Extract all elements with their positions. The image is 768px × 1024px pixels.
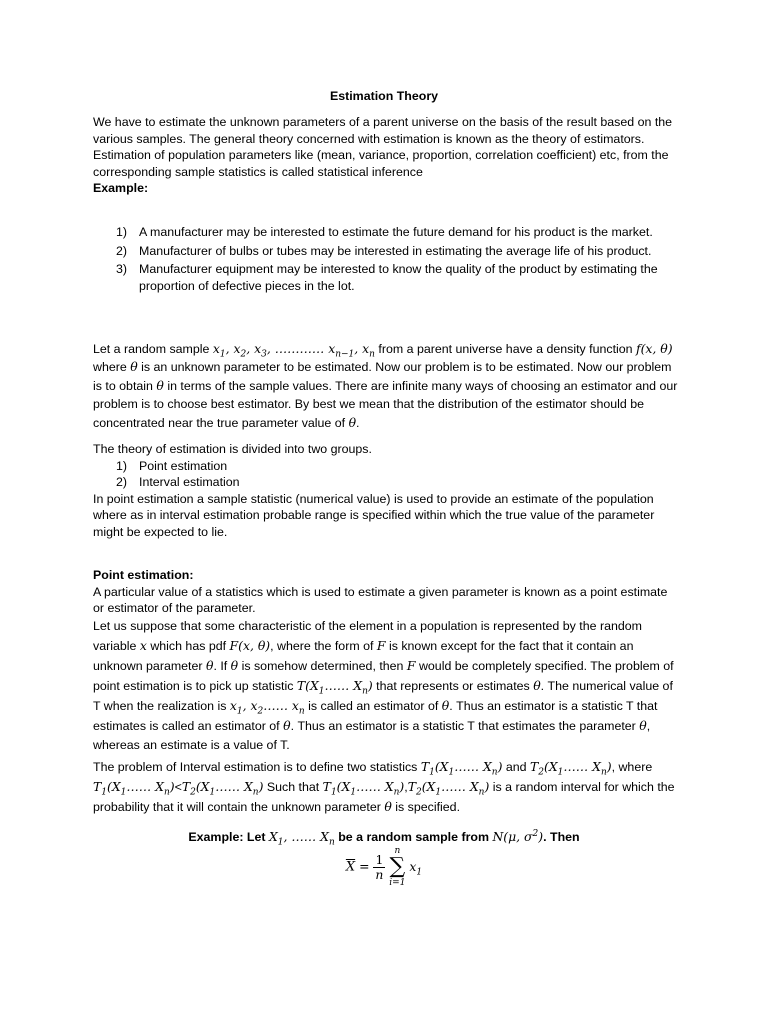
math-theta: θ	[156, 377, 164, 393]
math-x: x	[139, 637, 147, 653]
list-number: 2)	[116, 475, 128, 490]
math-x1: $x_1$	[409, 858, 423, 877]
text-span: and	[505, 760, 527, 774]
list-text: A manufacturer may be interested to estimate the future demand for his product is the market.	[139, 225, 653, 239]
math-T2: $T_2(X_1\dots\dots$ $X_n$)	[530, 759, 612, 778]
math-theta: θ	[441, 697, 450, 713]
math-T2: $T_2(X_1\dots\dots$ $X_n$)	[407, 779, 490, 798]
section-heading: Point estimation:	[93, 568, 194, 582]
list-number: 1)	[116, 458, 128, 473]
text-span: . Then	[543, 830, 580, 844]
math-F: F	[376, 637, 386, 653]
text-span: be a random sample from	[338, 830, 489, 844]
text-span: ,	[404, 780, 408, 794]
point-estimation-section	[93, 567, 678, 755]
list-text: Point estimation	[139, 458, 228, 473]
sample-mean-formula	[0, 846, 768, 888]
math-theta: θ	[205, 657, 214, 673]
math-summation: n ∑ i=1	[389, 846, 406, 888]
list-number: 2)	[116, 243, 128, 258]
text-span: . The numerical value of T when the realization is	[93, 678, 673, 713]
example-2-line	[0, 829, 768, 846]
text-span: is a random interval for which the probability that it will contain the unknown parameter	[93, 780, 675, 814]
list-item	[93, 243, 678, 260]
text-span: The problem of Interval estimation is to define two statistics	[93, 760, 418, 774]
list-text: Interval estimation	[139, 475, 240, 490]
list-number: 3)	[116, 262, 128, 277]
text-span: is called an estimator of	[308, 698, 439, 713]
text-span: is known except for the fact that it contain an unknown parameter	[93, 638, 634, 673]
math-theta: θ	[384, 799, 392, 814]
text-span: is specified.	[395, 800, 461, 814]
math-T1: $T_1(X_1\dots\dots$ $X_n$)	[420, 759, 503, 778]
text-span: Such that	[266, 780, 320, 794]
intro-section	[93, 114, 678, 197]
math-T2: $T_2(X_1\dots\dots$ $X_n$)	[181, 779, 264, 798]
math-theta: θ	[130, 359, 138, 375]
text-span: where	[618, 760, 653, 774]
sample-text-f: .	[356, 415, 360, 430]
list-number: 1)	[116, 225, 128, 239]
groups-intro: The theory of estimation is divided into two groups.	[93, 442, 372, 456]
list-text: Manufacturer equipment may be interested to know the quality of the product by estimating the proportion of defective pieces in the lot.	[139, 262, 658, 293]
list-item	[93, 474, 678, 491]
page-title: Estimation Theory	[329, 89, 439, 103]
math-T1: $T_1(X_1\dots\dots$ $X_n$)	[93, 779, 175, 798]
text-span: . Thus an estimator is a statistic T that estimates is called an estimator of	[93, 698, 658, 733]
math-theta: θ	[639, 717, 647, 733]
math-sample-X: $X_1$, …… $X_n$	[268, 829, 335, 848]
text-span: ,	[611, 760, 616, 774]
sample-paragraph	[93, 340, 678, 432]
text-span: that represents or estimates	[376, 678, 530, 693]
sample-text-b: from a parent universe have a density function	[378, 342, 633, 356]
sample-text-d: is an unknown parameter to be estimated. Now our problem is to be estimated. Now our problem is to obtain	[93, 360, 672, 393]
groups-section	[93, 441, 678, 541]
text-span: . Thus an estimator is a statistic T that estimates the parameter	[290, 718, 636, 733]
example-label: Example:	[93, 181, 149, 196]
sample-text-a: Let a random sample	[93, 342, 210, 356]
interval-paragraph	[93, 757, 678, 817]
math-F: F	[406, 657, 416, 673]
list-item	[93, 458, 678, 475]
math-pdf: F(x, θ)	[229, 637, 271, 653]
point-paragraph-1: A particular value of a statistics which is used to estimate a given parameter is known as a point estimate or estimator of the parameter.	[93, 584, 668, 616]
groups-after: In point estimation a sample statistic (numerical value) is used to provide an estimate of the population where as in interval estimation probable range is specified within which the true value of the parameter might be expected to lie.	[93, 491, 655, 539]
text-span: . If	[213, 658, 228, 673]
math-normal: N(μ, $\sigma^2$)	[492, 828, 544, 844]
math-theta: θ	[230, 657, 239, 673]
math-realization: $x_1$, $x_2\dots\dots$ $x_n$	[229, 697, 305, 717]
math-statistic-T: $T(X_1\dots\dots$ $X_n$)	[296, 677, 373, 697]
math-T1: $T_1(X_1\dots\dots$ $X_n$)	[322, 779, 405, 798]
intro-paragraph-2: Estimation of population parameters like (mean, variance, proportion, correlation coefficient) etc, from the corresponding sample statistics is called statistical inference	[93, 148, 669, 179]
intro-paragraph-1: We have to estimate the unknown parameters of a parent universe on the basis of the result based on the various samples. The general theory concerned with estimation is known as the theory of estimators.	[93, 115, 673, 146]
math-theta: θ	[348, 414, 357, 430]
point-paragraph-2	[93, 617, 678, 755]
list-item	[93, 224, 678, 241]
text-span: , whereas an estimate is a value of T.	[93, 718, 651, 752]
text-span: <	[174, 780, 182, 794]
text-span: , where the form of	[270, 638, 374, 653]
text-span: Let us suppose that some characteristic of the element in a population is represented by the random variable	[93, 618, 642, 653]
text-span: Example: Let	[188, 830, 266, 844]
sample-text-e: in terms of the sample values. There are infinite many ways of choosing an estimator and our problem is to choose best estimator. By best we mean that the distribution of the estimator should be concentrated near the true parameter value of	[93, 378, 678, 430]
math-sample-sequence: $x_1$, $x_2$, $x_3$, ………… $x_{n-1}$, $x_n$	[212, 341, 375, 360]
math-equals: =	[359, 858, 370, 874]
math-fraction: $\frac{1}{n}$	[375, 851, 384, 882]
math-theta: θ	[533, 677, 541, 693]
list-item	[93, 261, 678, 294]
sample-text-c: where	[93, 360, 127, 375]
text-span: would be completely specified. The problem of point estimation is to pick up statistic	[93, 658, 674, 693]
example-list	[93, 224, 678, 294]
math-theta: θ	[283, 717, 291, 733]
math-xbar: $\overline{X}$	[345, 859, 356, 875]
text-span: which has pdf	[150, 638, 227, 653]
list-text: Manufacturer of bulbs or tubes may be interested in estimating the average life of his product.	[139, 243, 652, 258]
text-span: is somehow determined, then	[241, 658, 404, 673]
math-density-function: f(x, θ)	[636, 341, 673, 356]
